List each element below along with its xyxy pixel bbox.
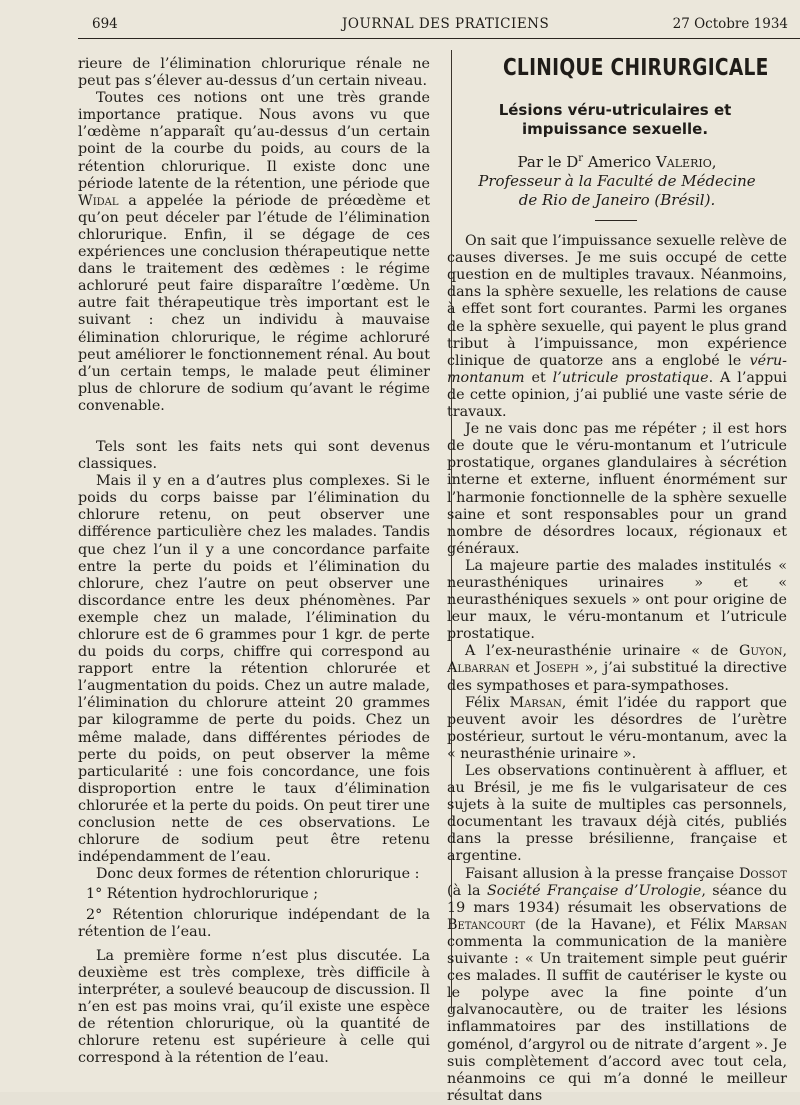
left-column <box>78 56 430 1067</box>
paragraph: Mais il y en a d’autres plus complexes. Si le poids du corps baisse par l’élimination du chlorure retenu, on peut observer une différence particulière chez les malades. Tandis que chez l’un il y a une concordance parfaite entre la perte du poids et l’élimination du chlorure, chez l’autre on peut observer une discordance entre les deux phénomènes. Par exemple chez un malade, l’élimination du chlorure est de 6 grammes pour 1 kgr. de perte du poids du corps, chiffre qui correspond au rapport entre la rétention chlorurée et l’augmentation du poids. Chez un autre malade, l’élimination du chlorure atteint 20 grammes par kilogramme de perte du poids. Chez un même malade, dans différentes périodes de perte du poids, on peut observer la même particularité : une fois concordance, une fois disproportion entre le taux d’élimination chlorurée et la perte du poids. On peut tirer une conclusion nette de ces observations. Le chlorure de sodium peut être retenu indépendamment de l’eau. <box>78 473 430 866</box>
title-rule <box>595 220 637 221</box>
paragraph: Tels sont les faits nets qui sont devenus classiques. <box>78 438 430 473</box>
paragraph: Les observations continuèrent à affluer, et au Brésil, je me fis le vulgarisateur de ces sujets à la suite de multiples cas personnels, documentant les travaux déjà cités, publiés dans la presse brésilienne, française et argentine. <box>447 763 787 865</box>
header-rule <box>78 38 800 39</box>
paragraph: Je ne vais donc pas me répéter ; il est hors de doute que le véru-montanum et l’utricule prostatique, organes glandulaires à sécrétion interne et externe, influent énormément sur l’harmonie fonctionnelle de la sphère sexuelle saine et sont responsables pour un grand nombre de désordres locaux, régionaux et généraux. <box>447 421 787 557</box>
paragraph: Félix Marsan, émit l’idée du rapport que peuvent avoir les désordres de l’urètre postérieur, surtout le véru-montanum, avec la « neurasthénie urinaire ». <box>447 694 787 762</box>
running-header <box>92 14 792 36</box>
author-name: Widal <box>78 192 119 209</box>
page-number: 694 <box>92 16 118 32</box>
section-title: CLINIQUE CHIRURGICALE <box>503 55 769 81</box>
author-affiliation: Professeur à la Faculté de Médecine <box>478 172 756 191</box>
issue-date: 27 Octobre 1934 <box>672 16 788 32</box>
paragraph: A l’ex-neurasthénie urinaire « de Guyon, Albarran et Joseph », j’ai substitué la directive des sympathoses et para-sympathoses. <box>447 643 787 694</box>
paragraph: On sait que l’impuissance sexuelle relève de causes diverses. Je me suis occupé de cette question en de multiples travaux. Néanmoins, dans la sphère sexuelle, les relations de cause à effet sont fort courantes. Parmi les organes de la sphère sexuelle, qui payent le plus grand tribut à l’impuissance, mon expérience clinique de quatorze ans a englobé le véru-montanum et l’utricule prostatique. A l’appui de cette opinion, j’ai publié une vaste série de travaux. <box>447 233 788 421</box>
right-column <box>447 56 787 1105</box>
paragraph: rieure de l’élimination chlorurique rénale ne peut pas s’élever au-dessus d’un certain niveau. <box>78 56 430 90</box>
list-item: 1° Rétention hydrochlorurique ; <box>86 886 319 903</box>
paragraph: La première forme n’est plus discutée. La deuxième est très complexe, très difficile à interpréter, a soulevé beaucoup de discussion. Il n’en est pas moins vrai, qu’il existe une espèce de rétention chlorurique, où la quantité de chlorure retenu est supérieure à celle qui correspond à la rétention de l’eau. <box>78 947 430 1067</box>
paragraph: Donc deux formes de rétention chlorurique : <box>96 866 420 883</box>
author-affiliation: de Rio de Janeiro (Brésil). <box>518 191 716 210</box>
byline: Par le $D^r$ Americo Valerio, <box>517 153 717 172</box>
paragraph: Toutes ces notions ont une très grande importance pratique. Nous avons vu que l’œdème n’apparaît qu’au-dessus d’un certain point de la courbe du poids, au cours de la rétention chlorurique. Il existe donc une période latente de la rétention, une période que Widal a appelée la période de préœdème et qu’on peut déceler par l’étude de l’élimination chlorurique. Enfin, il se dégage de ces expériences une conclusion thérapeutique nette dans le traitement des œdèmes : le régime achloruré peut faire disparaître l’œdème. Un autre fait thérapeutique très important est le suivant : chez un individu à mauvaise élimination chlorurique, le régime achloruré peut améliorer le fonctionnement rénal. Au bout d’un certain temps, le malade peut éliminer plus de chlorure de sodium qu’avant le régime convenable. <box>78 90 430 414</box>
list-item: 2° Rétention chlorurique indépendant de la rétention de l’eau. <box>78 906 430 940</box>
article-title: Lésions véru-utriculaires et impuissance sexuelle. <box>498 101 732 139</box>
author-name: Valerio, <box>655 153 717 172</box>
paragraph: La majeure partie des malades institulés « neurasthéniques urinaires » et « neurasthéniques sexuels » ont pour origine de leur maux, le véru-montanum et l’utricule prostatique. <box>447 557 787 643</box>
paragraph: Faisant allusion à la presse française Dossot (à la Société Française d’Urologie, séance du 19 mars 1934) résumait les observations de Betancourt (de la Havane), et Félix Marsan commenta la communication de la manière suivante : « Un traitement simple peut guérir ces malades. Il suffit de cautériser le kyste ou le polype avec la fine pointe d’un galvanocautère, ou de traiter les lésions inflammatoires par des instillations de goménol, d’argyrol ou de nitrate d’argent ». Je suis complètement d’accord avec tout cela, néanmoins ce qui m’a donné le meilleur résultat dans <box>447 865 787 1104</box>
journal-title: JOURNAL DES PRATICIENS <box>342 16 550 32</box>
